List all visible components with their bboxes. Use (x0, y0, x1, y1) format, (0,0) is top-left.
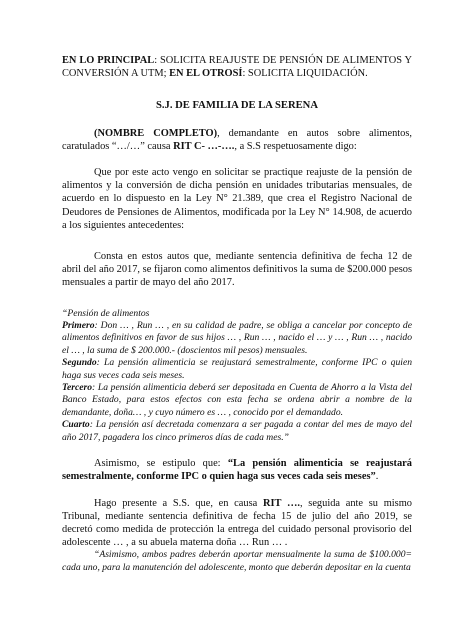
case-rit: RIT C- …-…. (173, 140, 235, 152)
stipulation-lead: Asimismo, se estipulo que: (94, 458, 228, 470)
principal-label: EN LO PRINCIPAL (62, 55, 155, 66)
cuarto-label: Cuarto (62, 419, 90, 431)
cuarto-text: : La pensión así decretada comenzara a ser pagada a contar del mes de mayo del año 2017, pagadera los cinco primeros días de cada mes.” (62, 419, 412, 443)
sentence-paragraph: Consta en estos autos que, mediante sentencia definitiva de fecha 12 de abril del año 2017, se fijaron como alimentos definitivos la suma de $200.000 pesos mensuales a partir de mayo del año 2017. (62, 251, 412, 289)
quote-primero (62, 320, 412, 357)
intro-paragraph (62, 127, 412, 153)
segundo-text: : La pensión alimenticia se reajustará semestralmente, conforme IPC o quien haga sus veces cada seis meses. (62, 357, 412, 381)
quote-segundo (62, 357, 412, 382)
sentence-quote (62, 308, 412, 444)
quote-cuarto (62, 419, 412, 444)
segundo-label: Segundo (62, 357, 97, 369)
protection-paragraph (62, 497, 412, 550)
quote-tercero (62, 382, 412, 419)
primero-label: Primero (62, 320, 95, 332)
otrosi-label: EN EL OTROSÍ (169, 68, 243, 80)
court-name: S.J. DE FAMILIA DE LA SERENA (156, 100, 318, 112)
stipulation-paragraph (62, 457, 412, 483)
tercero-label: Tercero (62, 382, 93, 394)
otrosi-text: : SOLICITA LIQUIDACIÓN. (242, 68, 368, 80)
protection-text-2: , seguida ante su mismo Tribunal, mediante sentencia definitiva de fecha 15 de julio del año 2019, se decretó como medida de protección la entrega del cuidado personal provisorio del adolescente … , a su abuela materna doña … Run … . (62, 497, 412, 549)
document-heading (62, 54, 412, 80)
protection-text-1: Hago presente a S.S. que, en causa (94, 497, 263, 509)
maintenance-quote: “Asimismo, ambos padres deberán aportar mensualmente la suma de $100.000= cada uno, para la manutención del adolescente, monto que deberán depositar en la cuenta (62, 549, 412, 573)
protection-rit: RIT …. (262, 497, 300, 509)
tercero-text: : La pensión alimenticia deberá ser depositada en Cuenta de Ahorro a la Vista del Banco Estado, para estos efectos con esta fecha se ordena abrir a nombre de la demandante, doña… , y cuyo número es … , conocido por el demandado. (62, 382, 412, 418)
request-paragraph: Que por este acto vengo en solicitar se practique reajuste de la pensión de alimentos y la conversión de dicha pensión en unidades tributarias mensuales, de acuerdo en lo dispuesto en la Ley N° 21.389, que crea el Registro Nacional de Deudores de Pensiones de Alimentos, modificada por la Ley N° 14.908, de acuerdo a los siguientes antecedentes: (62, 167, 412, 231)
principal-text: : SOLICITA REAJUSTE DE PENSIÓN DE ALIMENTOS Y CONVERSIÓN A UTM; (62, 55, 412, 80)
primero-text: : Don … , Run … , en su calidad de padre, se obliga a cancelar por concepto de alimentos definitivos en favor de sus hijos … , Run … , nacido el … y … , Run … , nacido el … , la suma de $ 200.000.- (doscientos mil pesos) mensuales. (62, 320, 412, 356)
plaintiff-name: (NOMBRE COMPLETO) (94, 127, 218, 139)
intro-text-2: , a S.S respetuosamente digo: (234, 140, 357, 152)
stipulation-quote: “La pensión alimenticia se reajustará semestralmente, conforme IPC o quien haga sus veces cada seis meses” (62, 458, 412, 483)
quote-title: “Pensión de alimentos (62, 307, 150, 319)
stipulation-end: . (375, 471, 379, 483)
intro-text-1: , demandante en autos sobre alimentos, caratulados “…/…” causa (62, 127, 413, 152)
